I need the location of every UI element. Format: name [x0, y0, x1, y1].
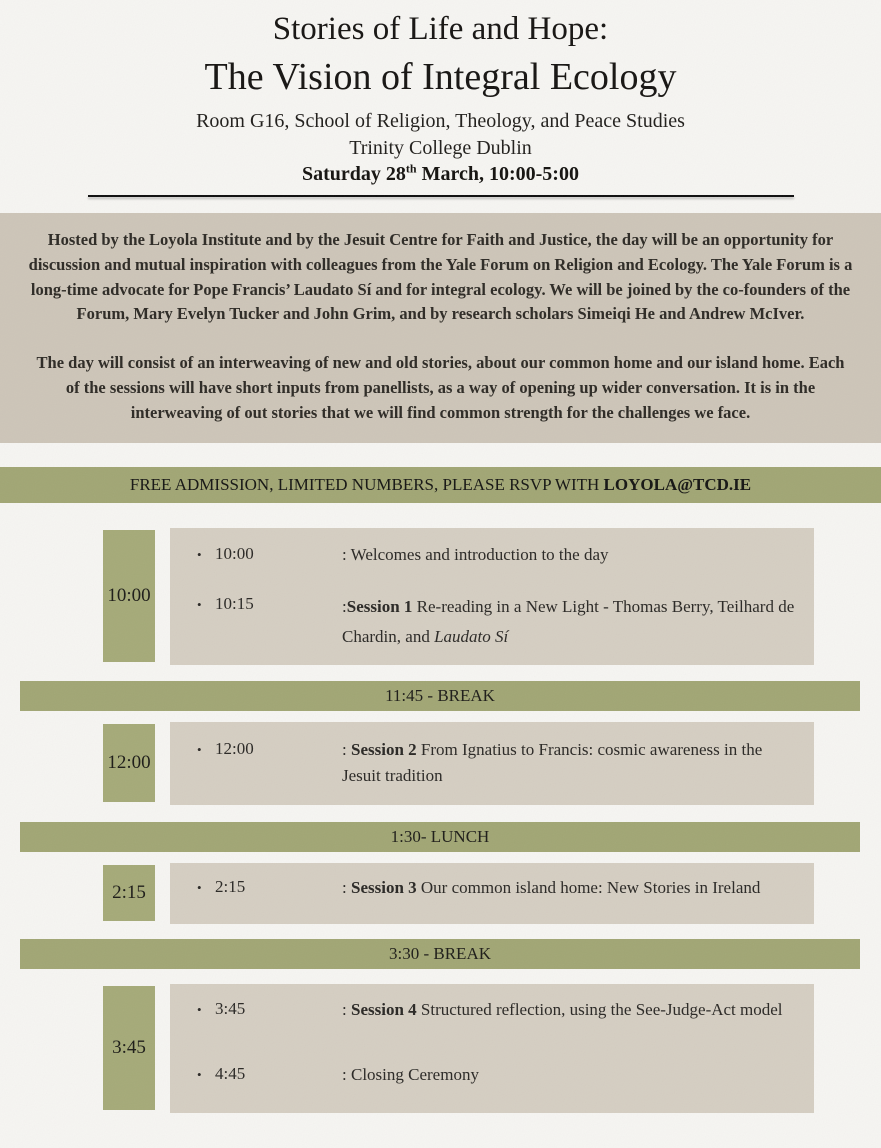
schedule-block-1200: [103, 722, 814, 805]
time-box-0345: 3:45: [103, 986, 155, 1110]
lunch-bar: 1:30- LUNCH: [20, 822, 860, 852]
agenda-description: : Session 2 From Ignatius to Francis: cosmic awareness in the Jesuit tradition: [342, 740, 763, 785]
schedule-panel-0215: [170, 863, 814, 924]
bullet-icon: •: [197, 547, 202, 563]
agenda-row: [170, 737, 814, 788]
rsvp-text-regular: FREE ADMISSION, LIMITED NUMBERS, PLEASE RSVP WITH: [129, 475, 604, 495]
time-box-1200: 12:00: [103, 724, 155, 802]
rsvp-banner: [0, 467, 881, 503]
agenda-time: 10:15: [215, 593, 254, 613]
rsvp-text: [130, 475, 751, 495]
header-divider: [88, 195, 794, 197]
schedule-panel-1200: [170, 722, 814, 805]
schedule-block-0215: [103, 863, 814, 924]
agenda-row: [170, 592, 814, 652]
time-box-1000: 10:00: [103, 530, 155, 662]
break-bar-0330: 3:30 - BREAK: [20, 939, 860, 969]
flyer-header: [0, 0, 881, 197]
agenda-description: : Session 4 Structured reflection, using the See-Judge-Act model: [342, 1000, 783, 1020]
agenda-row: [170, 1062, 814, 1088]
agenda-row: [170, 875, 814, 901]
intro-paragraph-1: Hosted by the Loyola Institute and by the Jesuit Centre for Faith and Justice, the day will be an opportunity for discussion and mutual inspiration with colleagues from the Yale Forum on Religion and Ecology. The Yale Forum is a long-time advocate for Pope Francis’ Laudato Sí and for integral ecology. We will be joined by the co-founders of the Forum, Mary Evelyn Tucker and John Grim, and by research scholars Simeiqi He and Andrew McIver.: [28, 230, 853, 324]
location-line: Room G16, School of Religion, Theology, and Peace Studies: [196, 110, 685, 133]
bullet-icon: •: [197, 1002, 202, 1018]
break-bar-1145: 11:45 - BREAK: [20, 681, 860, 711]
schedule-block-0345: [103, 984, 814, 1113]
agenda-time: 12:00: [215, 739, 254, 759]
date-prefix: Saturday 28: [302, 163, 406, 186]
bullet-icon: •: [197, 596, 202, 612]
bullet-icon: •: [197, 742, 202, 758]
agenda-description: : Closing Ceremony: [342, 1065, 479, 1085]
page-title-line1: Stories of Life and Hope:: [272, 11, 609, 47]
agenda-row: [170, 997, 814, 1022]
date-ordinal: th: [405, 161, 417, 176]
agenda-description: : Welcomes and introduction to the day: [342, 545, 609, 565]
agenda-time: 3:45: [215, 999, 246, 1019]
institution-line: Trinity College Dublin: [349, 136, 532, 159]
rsvp-email: LOYOLA@TCD.IE: [603, 475, 752, 495]
event-date: [0, 161, 881, 187]
schedule-panel-1000: [170, 528, 814, 665]
schedule: [0, 528, 881, 1148]
agenda-description: : Session 3 Our common island home: New Stories in Ireland: [342, 878, 761, 898]
bottom-margin: [0, 1113, 881, 1148]
page-title-line2: The Vision of Integral Ecology: [204, 55, 677, 98]
agenda-row: [170, 542, 814, 568]
agenda-time: 2:15: [215, 877, 246, 897]
schedule-panel-0345: [170, 984, 814, 1113]
agenda-time: 4:45: [215, 1064, 246, 1084]
date-suffix: March, 10:00-5:00: [416, 163, 579, 186]
bullet-icon: •: [197, 880, 202, 896]
intro-block: [0, 213, 881, 443]
bullet-icon: •: [197, 1067, 202, 1083]
agenda-description: :Session 1 Re-reading in a New Light - Thomas Berry, Teilhard de Chardin, and Laudato Sí: [342, 596, 795, 646]
intro-paragraph-2: The day will consist of an interweaving of new and old stories, about our common home and our island home. Each of the sessions will have short inputs from panellists, as a way of opening up wider conversation. It is in the interweaving of out stories that we will find common strength for the challenges we face.: [36, 353, 845, 422]
agenda-time: 10:00: [215, 544, 254, 564]
schedule-block-1000: [103, 528, 814, 665]
time-box-0215: 2:15: [103, 865, 155, 921]
